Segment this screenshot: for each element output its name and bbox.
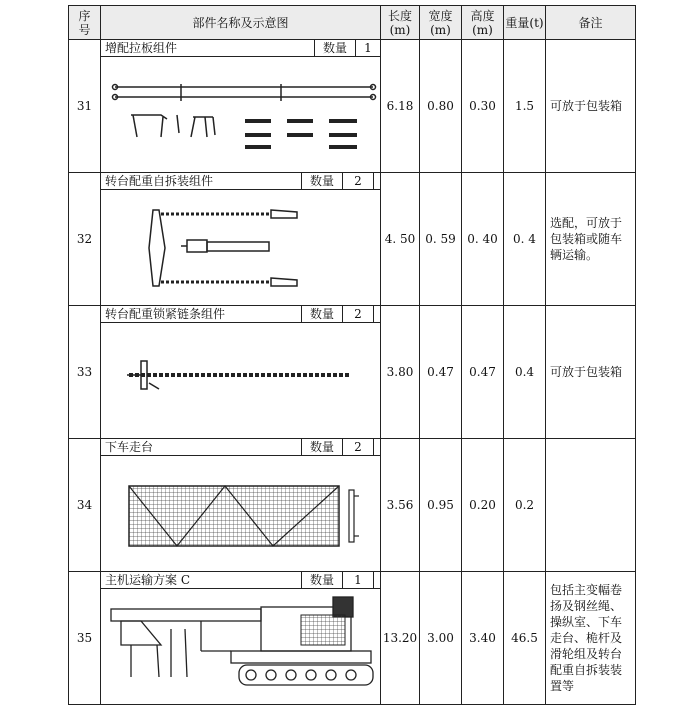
qty-label: 数量: [301, 572, 342, 588]
row-length: 13.20: [381, 572, 420, 705]
qty-label: 数量: [314, 40, 355, 56]
row-name: 主机运输方案 C: [105, 573, 190, 587]
row-name-bar: [101, 572, 380, 589]
row-seq: 32: [69, 173, 101, 306]
row-name-cell: [101, 572, 381, 705]
qty-label: 数量: [301, 173, 342, 189]
row-name-cell: [101, 173, 381, 306]
row-name: 转台配重锁紧链条组件: [105, 307, 226, 321]
row-name-cell: [101, 306, 381, 439]
row-seq: 31: [69, 40, 101, 173]
row-width: 0. 59: [420, 173, 462, 306]
row-seq: 34: [69, 439, 101, 572]
header-length: 长度(m): [381, 6, 420, 40]
row-name-bar: [101, 40, 380, 57]
row-name: 下车走台: [105, 440, 154, 454]
table-row: [69, 572, 636, 705]
header-remark: 备注: [546, 6, 636, 40]
row-seq: 33: [69, 306, 101, 439]
row-name-cell: [101, 40, 381, 173]
row-weight: 0. 4: [504, 173, 546, 306]
row-length: 3.80: [381, 306, 420, 439]
row-remark: [546, 439, 636, 572]
table-row: [69, 40, 636, 173]
row-name: 增配拉板组件: [105, 41, 178, 55]
row-length: 6.18: [381, 40, 420, 173]
row-remark: 可放于包装箱: [546, 306, 636, 439]
row-width: 0.47: [420, 306, 462, 439]
row-name-bar: [101, 439, 380, 456]
row-weight: 0.4: [504, 306, 546, 439]
row-remark: 可放于包装箱: [546, 40, 636, 173]
row-name: 转台配重自拆装组件: [105, 174, 214, 188]
row-width: 3.00: [420, 572, 462, 705]
row-height: 0. 40: [462, 173, 504, 306]
header-height: 高度(m): [462, 6, 504, 40]
row-qty: 1: [342, 572, 374, 588]
counterweight-kit-drawing: [101, 190, 379, 304]
base-machine-drawing: [101, 589, 379, 703]
lock-chain-drawing: [101, 323, 379, 437]
row-height: 0.47: [462, 306, 504, 439]
table-row: [69, 306, 636, 439]
tie-plate-drawing: [101, 57, 379, 171]
row-seq: 35: [69, 572, 101, 705]
row-weight: 0.2: [504, 439, 546, 572]
row-name-cell: [101, 439, 381, 572]
header-name: 部件名称及示意图: [101, 6, 381, 40]
header-seq: 序号: [69, 6, 101, 40]
row-remark: 包括主变幅卷扬及钢丝绳、操纵室、下车走台、桅杆及滑轮组及转台配重自拆装装置等: [546, 572, 636, 705]
row-height: 0.30: [462, 40, 504, 173]
row-length: 3.56: [381, 439, 420, 572]
row-qty: 2: [342, 306, 374, 322]
header-row: [69, 6, 636, 40]
row-qty: 2: [342, 173, 374, 189]
row-qty: 1: [355, 40, 380, 56]
table-row: [69, 173, 636, 306]
row-width: 0.95: [420, 439, 462, 572]
row-width: 0.80: [420, 40, 462, 173]
qty-label: 数量: [301, 306, 342, 322]
row-remark: 选配，可放于包装箱或随车辆运输。: [546, 173, 636, 306]
component-table: [68, 5, 636, 705]
row-weight: 1.5: [504, 40, 546, 173]
row-length: 4. 50: [381, 173, 420, 306]
row-height: 3.40: [462, 572, 504, 705]
row-name-bar: [101, 173, 380, 190]
walkway-drawing: [101, 456, 379, 570]
header-width: 宽度(m): [420, 6, 462, 40]
row-qty: 2: [342, 439, 374, 455]
header-weight: 重量(t): [504, 6, 546, 40]
row-height: 0.20: [462, 439, 504, 572]
qty-label: 数量: [301, 439, 342, 455]
row-weight: 46.5: [504, 572, 546, 705]
row-name-bar: [101, 306, 380, 323]
table-row: [69, 439, 636, 572]
